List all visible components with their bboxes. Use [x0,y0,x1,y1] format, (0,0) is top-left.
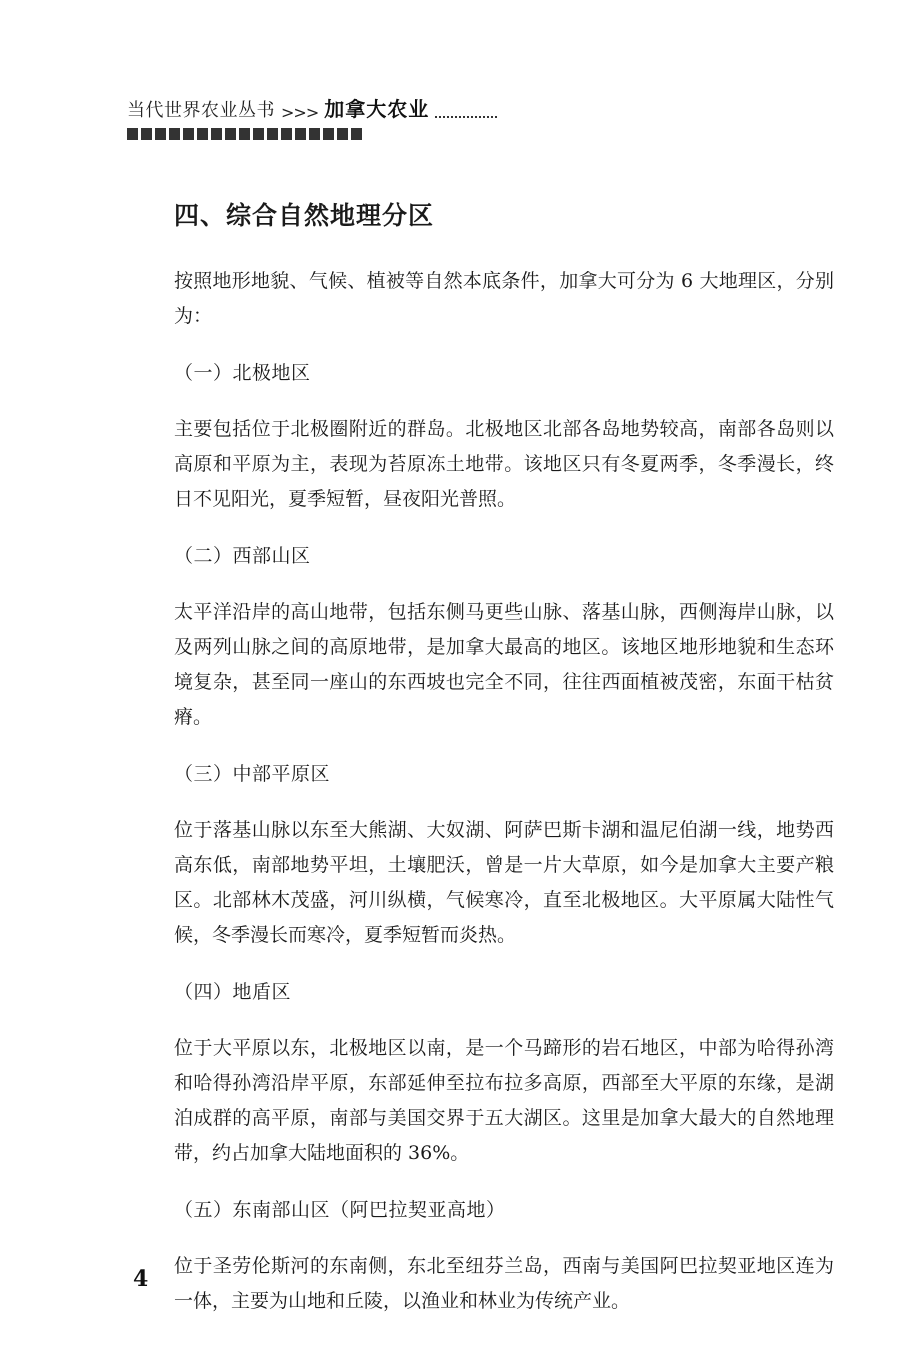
section-heading: 四、综合自然地理分区 [174,201,435,230]
region-body-western-mountains: 太平洋沿岸的高山地带，包括东侧马更些山脉、落基山脉，西侧海岸山脉，以及两列山脉之间的高原地带，是加拿大最高的地区。该地区地形地貌和生态环境复杂，甚至同一座山的东西坡也完全不同，往往西面植被茂密，东面干枯贫瘠。 [174,601,834,728]
series-title: 当代世界农业丛书 [127,100,275,121]
page-number: 4 [133,1266,149,1292]
header-line [127,94,497,122]
region-body-central-plains: 位于落基山脉以东至大熊湖、大奴湖、阿萨巴斯卡湖和温尼伯湖一线，地势西高东低，南部地势平坦，土壤肥沃，曾是一片大草原，如今是加拿大主要产粮区。北部林木茂盛，河川纵横，气候寒冷，直至北极地区。大平原属大陆性气候，冬季漫长而寒冷，夏季短暂而炎热。 [174,819,834,946]
intro-paragraph: 按照地形地貌、气候、植被等自然本底条件，加拿大可分为 6 大地理区，分别为： [174,270,834,327]
region-title-western-mountains: （二）西部山区 [174,545,311,567]
page-content [174,196,834,1343]
header-dotted-rule [435,116,497,118]
region-body-shield: 位于大平原以东，北极地区以南，是一个马蹄形的岩石地区，中部为哈得孙湾和哈得孙湾沿岸平原，东部延伸至拉布拉多高原，西部至大平原的东缘，是湖泊成群的高平原，南部与美国交界于五大湖区。这里是加拿大最大的自然地理带，约占加拿大陆地面积的 36%。 [174,1037,834,1164]
header-block-rule [127,128,365,140]
book-title: 加拿大农业 [324,97,430,121]
region-title-southeast-mountains: （五）东南部山区（阿巴拉契亚高地） [174,1199,506,1221]
running-header [127,94,497,140]
region-title-arctic: （一）北极地区 [174,362,311,384]
header-separator: >>> [281,103,319,122]
region-title-shield: （四）地盾区 [174,981,292,1003]
region-body-southeast-mountains: 位于圣劳伦斯河的东南侧，东北至纽芬兰岛，西南与美国阿巴拉契亚地区连为一体，主要为山地和丘陵，以渔业和林业为传统产业。 [174,1255,834,1312]
region-title-central-plains: （三）中部平原区 [174,763,331,785]
region-body-arctic: 主要包括位于北极圈附近的群岛。北极地区北部各岛地势较高，南部各岛则以高原和平原为主，表现为苔原冻土地带。该地区只有冬夏两季，冬季漫长，终日不见阳光，夏季短暂，昼夜阳光普照。 [174,418,834,510]
